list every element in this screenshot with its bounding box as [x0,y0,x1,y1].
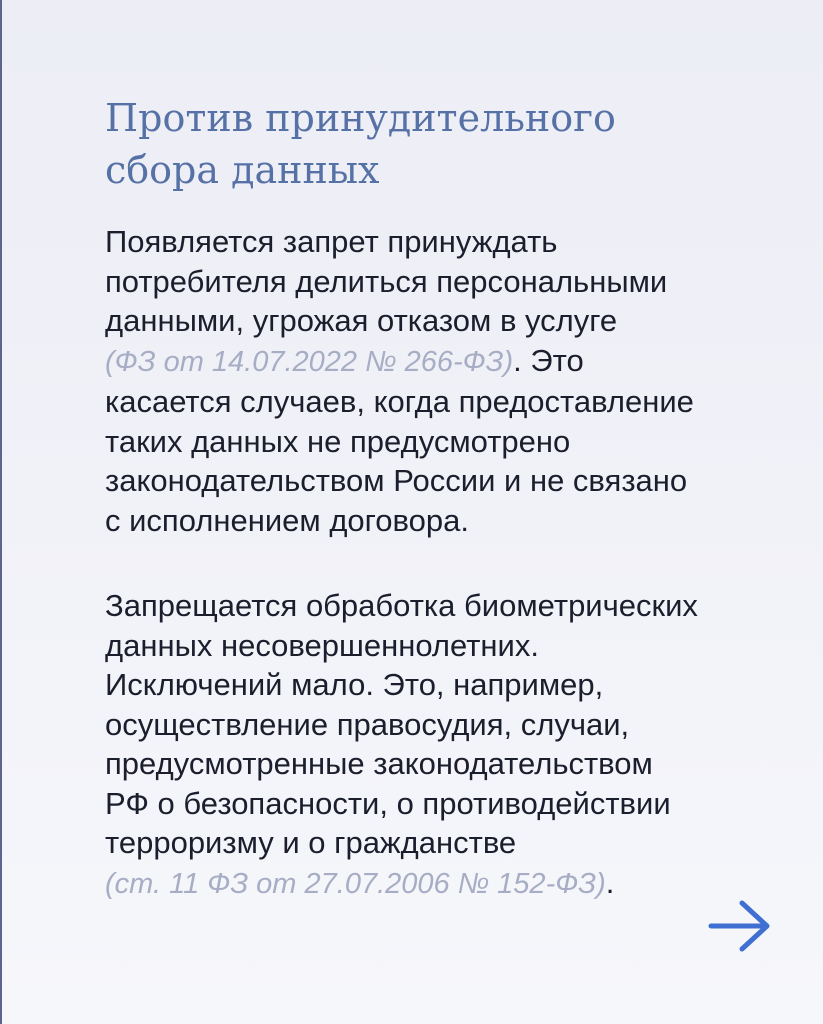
arrow-right-icon [706,898,772,954]
paragraph-line: Появляется запрет принуждать [105,224,558,259]
paragraph-line: потребителя делиться персональными [105,263,668,299]
paragraph-line-rest: . [605,864,615,900]
left-edge-divider [0,0,2,1024]
paragraph-line: касается случаев, когда предоставление [105,384,694,419]
title-line-1: Против принудительного [105,96,616,140]
paragraph-line: Запрещается обработка биометрических [105,588,698,623]
paragraph-line [105,341,805,383]
paragraph-line: данными, угрожая отказом в услуге [105,303,618,338]
paragraph-line: осуществление правосудия, случаи, [105,706,630,742]
paragraph-line: законодательством России и не связано [105,463,688,498]
paragraph-line: предусмотренные законодательством [105,746,653,781]
paragraph-line: с исполнением договора. [105,502,469,538]
paragraph-line: таких данных не предусмотрено [105,423,571,459]
paragraph-line: данных несовершеннолетних. [105,627,539,663]
paragraph-line [105,863,805,905]
paragraph-line: терроризму и о гражданстве [105,825,517,860]
law-reference: (ст. 11 ФЗ от 27.07.2006 № 152-ФЗ) [105,867,606,900]
paragraph-line: РФ о безопасности, о противодействии [105,785,671,821]
paragraph-biometrics-ban [105,586,805,904]
law-reference: (ФЗ от 14.07.2022 № 266-ФЗ) [105,345,514,378]
next-slide-button[interactable] [706,898,772,954]
slide-title [105,92,785,196]
paragraph-consent-ban [105,222,805,540]
paragraph-line: Исключений мало. Это, например, [105,667,604,702]
paragraph-line-rest: . Это [513,342,584,378]
title-line-2: сбора данных [105,148,380,192]
